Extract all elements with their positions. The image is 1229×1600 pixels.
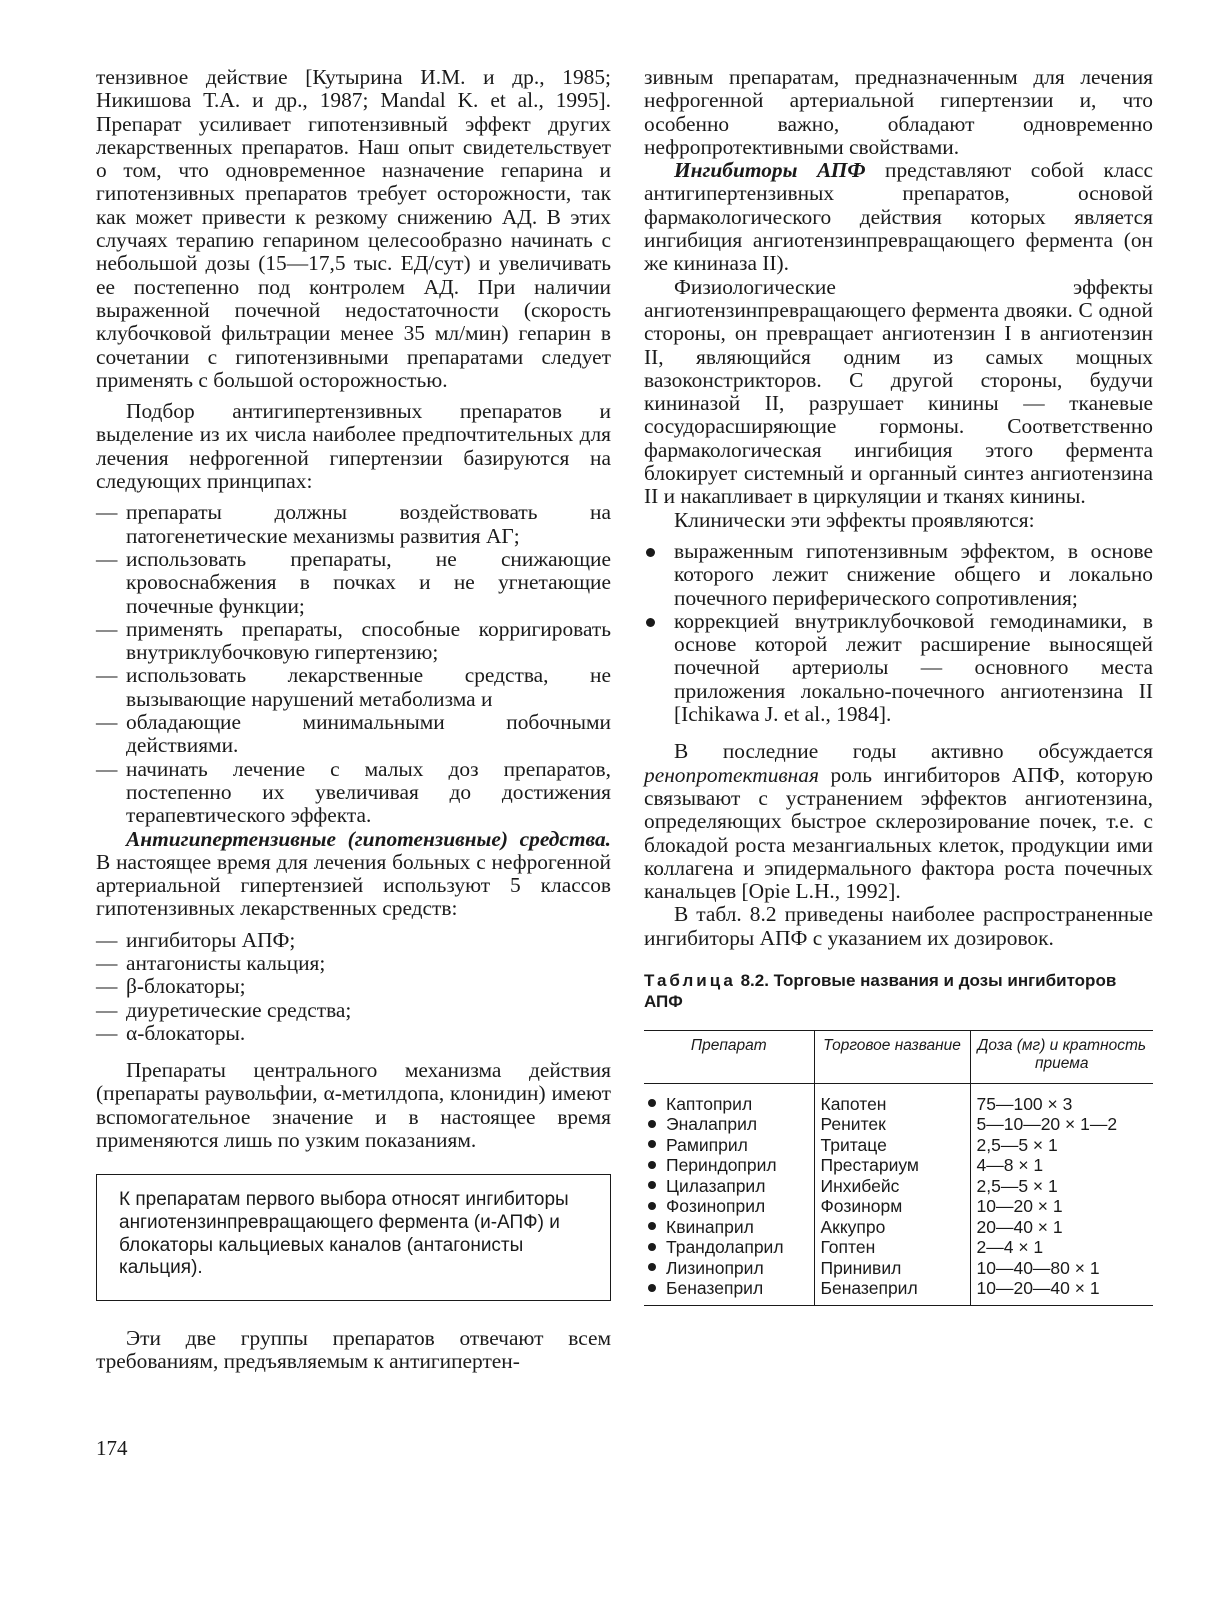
drug-name: Фозиноприл	[666, 1196, 766, 1217]
list-item	[644, 540, 1153, 610]
cell-trade-name: Гоптен	[814, 1237, 970, 1258]
table-row	[644, 1237, 1153, 1258]
drug-name: Каптоприл	[666, 1093, 753, 1114]
table-header-row	[644, 1030, 1153, 1083]
list-item: — начинать лечение с малых доз препаратов, постепенно их увеличивая до достижения терапевтического эффекта.	[96, 758, 611, 828]
paragraph-physiology: Физиологические эффекты ангиотензинпревращающего фермента двояки. С одной стороны, он превращает ангиотензин I в ангиотензин II, являющийся одним из самых мощных вазоконстрикторов. С другой стороны, будучи кининазой II, разрушает кинины — тканевые сосудорасширяющие гормоны. Соответственно фармакологическая ингибиция этого фермента блокирует системный и органный синтез ангиотензина II и накапливает в циркуляции и тканях кинины.	[644, 274, 1153, 509]
cell-dose: 2,5—5 × 1	[970, 1135, 1153, 1156]
term-ace-inhibitors: Ингибиторы АПФ	[674, 158, 866, 183]
cell-trade-name: Принивил	[814, 1258, 970, 1279]
term-renoprotective: ренопротективная	[644, 762, 819, 787]
cell-dose: 10—20—40 × 1	[970, 1278, 1153, 1305]
list-item-text: выраженным гипотензивным эффектом, в основе которого лежит снижение общего и локально почечного периферического сопротивления;	[674, 538, 1153, 610]
table-caption-text: 8.2. Торговые названия и дозы ингибиторов АПФ	[644, 970, 1117, 1011]
paragraph-ace-inhibitors	[644, 159, 1153, 275]
cell-trade-name: Беназеприл	[814, 1278, 970, 1305]
cell-trade-name: Тритаце	[814, 1135, 970, 1156]
paragraph-central-drugs: Препараты центрального механизма действия (препараты раувольфии, α-метилдопа, клонидин) имеют вспомогательное значение и в настоящее время применяются лишь по узким показаниям.	[96, 1058, 611, 1153]
table-row	[644, 1258, 1153, 1279]
cell-trade-name: Престариум	[814, 1155, 970, 1176]
list-item: — ингибиторы АПФ;	[96, 929, 611, 952]
list-item	[644, 610, 1153, 726]
cell-drug	[644, 1217, 814, 1238]
drug-name: Беназеприл	[666, 1278, 764, 1299]
list-item: — использовать препараты, не снижающие кровоснабжения в почках и не угнетающие почечные функции;	[96, 548, 611, 618]
bullet-icon	[648, 1099, 656, 1107]
bullet-icon	[648, 1202, 656, 1210]
drug-name: Трандолаприл	[666, 1237, 784, 1258]
bullet-icon	[648, 1140, 656, 1148]
paragraph-clinical-effects: Клинически эти эффекты проявляются:	[674, 507, 1035, 532]
list-item: — β-блокаторы;	[96, 975, 611, 998]
cell-dose: 2—4 × 1	[970, 1237, 1153, 1258]
cell-drug	[644, 1176, 814, 1197]
drug-name: Лизиноприл	[666, 1257, 764, 1278]
table-row	[644, 1155, 1153, 1176]
table-row	[644, 1196, 1153, 1217]
paragraph-table-reference: В табл. 8.2 приведены наиболее распространенные ингибиторы АПФ с указанием их дозировок.	[644, 902, 1153, 950]
cell-dose: 10—40—80 × 1	[970, 1258, 1153, 1279]
left-column	[96, 66, 611, 1373]
highlight-box	[96, 1174, 611, 1300]
drug-name: Периндоприл	[666, 1155, 777, 1176]
drug-name: Рамиприл	[666, 1134, 748, 1155]
list-item: — препараты должны воздействовать на патогенетические механизмы развития АГ;	[96, 501, 611, 548]
column-header-dose: Доза (мг) и кратность приема	[970, 1030, 1153, 1083]
drug-name: Эналаприл	[666, 1114, 758, 1135]
text-span: роль ингибиторов АПФ, которую связывают с устранением эффектов ангиотензина, определяющих быстрое склерозирование почек, т.е. с блокадой роста мезангиальных клеток, продукции ими коллагена и эпидермального фактора роста почечных канальцев [Opie L.H., 1992].	[644, 762, 1153, 904]
cell-drug	[644, 1135, 814, 1156]
cell-trade-name: Капотен	[814, 1083, 970, 1114]
bullet-icon	[648, 1120, 656, 1128]
list-item: — диуретические средства;	[96, 999, 611, 1022]
table-row	[644, 1083, 1153, 1114]
table-row	[644, 1176, 1153, 1197]
list-item-text: коррекцией внутриклубочковой гемодинамики, в основе которой лежит расширение выносящей почечной артериолы — основного места приложения локально-почечного ангиотензина II [Ichikawa J. et al., 1984].	[674, 608, 1153, 727]
cell-drug	[644, 1258, 814, 1279]
table-caption-label: Таблица	[644, 970, 736, 990]
paragraph-selection-principles: Подбор антигипертензивных препаратов и выделение из их числа наиболее предпочтительных для лечения нефрогенной гипертензии базируются на следующих принципах:	[96, 399, 611, 494]
table-row	[644, 1217, 1153, 1238]
cell-dose: 10—20 × 1	[970, 1196, 1153, 1217]
column-header-drug: Препарат	[644, 1030, 814, 1083]
drug-classes-list	[96, 929, 611, 1045]
cell-drug	[644, 1196, 814, 1217]
list-item: — обладающие минимальными побочными действиями.	[96, 711, 611, 758]
text-span: В последние годы активно обсуждается	[674, 739, 1153, 764]
table-row	[644, 1135, 1153, 1156]
table-row	[644, 1114, 1153, 1135]
paragraph-renoprotective	[644, 740, 1153, 903]
section-heading: Антигипертензивные (гипотензивные) средства.	[126, 826, 611, 851]
cell-trade-name: Ренитек	[814, 1114, 970, 1135]
cell-drug	[644, 1114, 814, 1135]
cell-dose: 5—10—20 × 1—2	[970, 1114, 1153, 1135]
drug-classes-intro: В настоящее время для лечения больных с нефрогенной артериальной гипертензией используют 5 классов гипотензивных лекарственных средств:	[96, 849, 611, 921]
cell-drug	[644, 1155, 814, 1176]
cell-trade-name: Аккупро	[814, 1217, 970, 1238]
paragraph-two-groups: Эти две группы препаратов отвечают всем требованиям, предъявляемым к антигипертен-	[96, 1325, 611, 1374]
bullet-icon	[648, 1243, 656, 1251]
list-item: — α-блокаторы.	[96, 1022, 611, 1045]
principles-list	[96, 501, 611, 827]
effects-list	[644, 540, 1153, 726]
drug-name: Цилазаприл	[666, 1175, 766, 1196]
cell-drug	[644, 1237, 814, 1258]
column-header-trade-name: Торговое название	[814, 1030, 970, 1083]
cell-dose: 4—8 × 1	[970, 1155, 1153, 1176]
list-item: — антагонисты кальция;	[96, 952, 611, 975]
cell-drug	[644, 1083, 814, 1114]
cell-dose: 20—40 × 1	[970, 1217, 1153, 1238]
ace-inhibitors-definition: представляют собой класс антигипертензивных препаратов, основой фармакологического действия которых является ингибиция ангиотензинпревращающего фермента (он же кининаза II).	[644, 158, 1153, 276]
cell-trade-name: Инхибейс	[814, 1176, 970, 1197]
bullet-icon	[648, 1181, 656, 1189]
cell-dose: 75—100 × 3	[970, 1083, 1153, 1114]
ace-inhibitors-table	[644, 1030, 1153, 1306]
table-row	[644, 1278, 1153, 1305]
paragraph-continuation: зивным препаратам, предназначенным для лечения нефрогенной артериальной гипертензии и, что особенно важно, обладают одновременно нефропротективными свойствами.	[644, 65, 1153, 159]
cell-drug	[644, 1278, 814, 1305]
drug-name: Квинаприл	[666, 1216, 754, 1237]
cell-trade-name: Фозинорм	[814, 1196, 970, 1217]
bullet-icon	[648, 1161, 656, 1169]
bullet-icon	[648, 1284, 656, 1292]
list-item: — применять препараты, способные корригировать внутриклубочковую гипертензию;	[96, 618, 611, 665]
paragraph-heparin: тензивное действие [Кутырина И.М. и др., 1985; Никишова Т.А. и др., 1987; Mandal K. et al., 1995]. Препарат усиливает гипотензивный эффект других лекарственных препаратов. Наш опыт свидетельствует о том, что одновременное назначение гепарина и гипотензивных препаратов требует осторожности, так как может привести к резкому снижению АД. В этих случаях терапию гепарином целесообразно начинать с небольшой дозы (15—17,5 тыс. ЕД/сут) и увеличивать ее постепенно под контролем АД. При наличии выраженной почечной недостаточности (скорость клубочковой фильтрации менее 35 мл/мин) гепарин в сочетании с гипотензивными препаратами следует применять с большой осторожностью.	[96, 65, 611, 392]
right-column	[644, 66, 1153, 1306]
table-caption	[644, 970, 1153, 1012]
bullet-icon	[646, 618, 655, 627]
highlight-text: К препаратам первого выбора относят ингибиторы ангиотензинпревращающего фермента (и-АПФ) и блокаторы кальциевых каналов (антагонисты кальция).	[119, 1189, 569, 1279]
bullet-icon	[648, 1222, 656, 1230]
paragraph-drug-classes	[96, 828, 611, 921]
cell-dose: 2,5—5 × 1	[970, 1176, 1153, 1197]
bullet-icon	[648, 1263, 656, 1271]
bullet-icon	[646, 548, 655, 557]
page-number: 174	[96, 1436, 128, 1460]
list-item: — использовать лекарственные средства, не вызывающие нарушений метаболизма и	[96, 664, 611, 711]
